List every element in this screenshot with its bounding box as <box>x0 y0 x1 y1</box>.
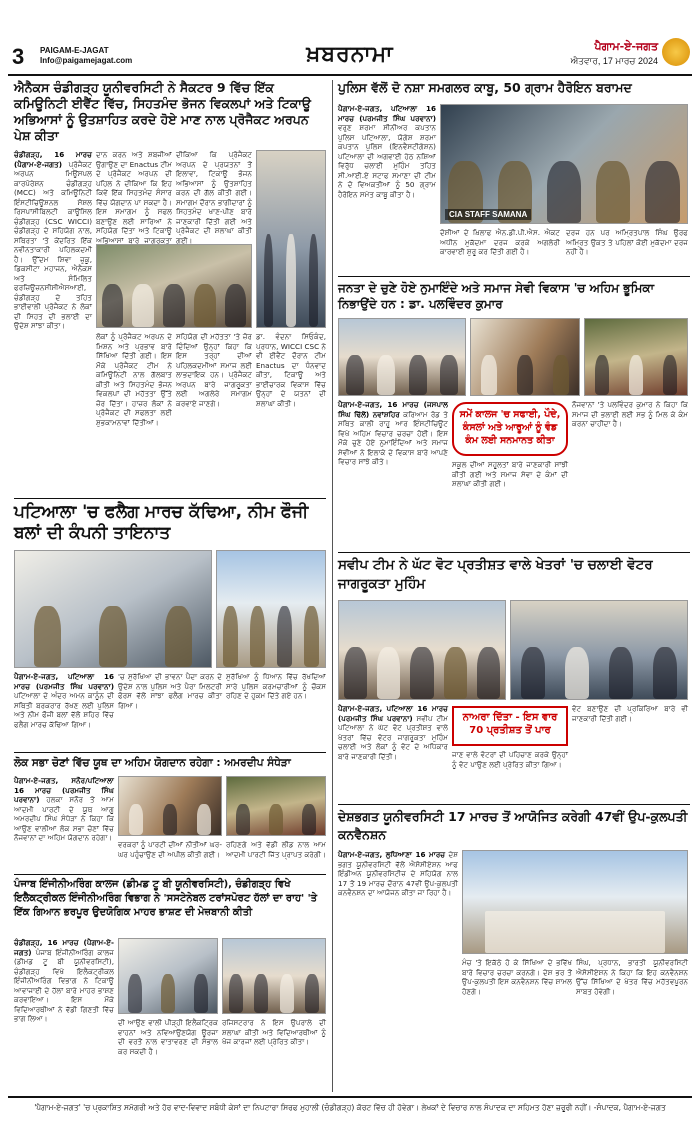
article5-column-1 <box>14 776 114 870</box>
article5-photo-meeting <box>118 776 222 836</box>
article6-column-1 <box>338 704 448 800</box>
divider-article3 <box>338 276 690 277</box>
article3-photo-ceremony <box>470 318 580 396</box>
publication-email[interactable]: Info@paigamejagat.com <box>40 56 133 65</box>
article4-body3: ਸੁਰੱਖਿਆ ਨੂੰ ਧਿਆਨ ਵਿੱਚ ਰੱਖਦਿਆਂ ਸਾਰੇ ਪੁਲਿਸ ਕਰਮਚਾਰੀਆਂ ਨੂੰ ਚੌਕਸ ਰਹਿਣ ਦੇ ਹੁਕਮ ਦਿੱਤੇ ਗਏ ਹਨ। <box>226 672 326 700</box>
publication-name: PAIGAM-E-JAGAT <box>40 46 109 55</box>
article8-dateline: ਪੈਗਾਮ-ਏ-ਜਗਤ, ਲੁਧਿਆਣਾ 16 ਮਾਰਚ <box>338 850 446 859</box>
article4-body2: 'ਚ ਸੁਰੱਖਿਆ ਦੀ ਭਾਵਨਾ ਪੈਦਾ ਕਰਨ ਦੇ ਉਦੇਸ਼ ਨਾਲ ਪੁਲਿਸ ਅਤੇ ਪੈਰਾ ਮਿਲਟਰੀ ਫੋਰਸ ਵੱਲੋਂ ਸਾਂਝਾ ਫਲੈਗ ਮਾਰਚ ਕੀਤਾ ਗਿਆ। <box>118 672 222 710</box>
article1-body2: ਦਾਨ ਕਰਨ ਅਤੇ ਸ਼ਬਜੀਆਂ ਉਗਾਉਣ ਦਾ Enactus ਟੀਮ ਦੇ ਪ੍ਰੋਜੈਕਟ ਅਰਪਨ ਦੀ ਪਹਿਲ ਨੇ ਦੀਕਿਆ ਕਿ ਇਹ ਕਿਵੇਂ ਇੱਕ ਸਿਹਤਮੰਦ ਸੰਸਾਰ ਵਿੱਚ ਯੋਗਦਾਨ ਪਾ ਸਕਦਾ ਹੈ। ਇਸ ਸਮਾਗਮ ਨੂੰ ਸਫਲ ਬਣਾਉਣ ਲਈ ਸਾਰਿਆਂ ਨੇ ਸਹਿਯੋਗ ਦਿੱਤਾ ਅਤੇ ਟਿਕਾਊ ਅਭਿਆਸਾਂ ਬਾਰੇ ਜਾਗਰੂਕਤਾ <box>96 150 172 245</box>
section-title: ਖ਼ਬਰਨਾਮਾ <box>306 42 394 67</box>
article7-body2: ਦੀ ਆਉਣ ਵਾਲੀ ਪੀੜ੍ਹੀ ਇਲੈਕਟ੍ਰਿਕ ਵਾਹਨਾਂ ਅਤੇ ਨਵਿਆਉਣਯੋਗ ਊਰਜਾ ਦੀ ਵਰਤੋਂ ਨਾਲ ਵਾਤਾਵਰਣ ਦੀ ਸੰਭਾਲ ਕਰ ਸਕਦੀ ਹੈ। <box>118 1018 218 1056</box>
article1-body4: ਲੋਕਾਂ ਨੂੰ ਪ੍ਰੋਜੈਕਟ ਅਰਪਨ ਦੇ ਮਿਸ਼ਨ ਅਤੇ ਪ੍ਰਭਾਵ ਬਾਰੇ ਸਿੱਖਿਆ ਦਿੱਤੀ ਗਈ। ਇਸ ਮੌਕੇ ਪ੍ਰੋਜੈਕਟ ਟੀਮ ਨੇ ਕਮਿਊਨਿਟੀ ਨਾਲ ਗੱਲਬਾਤ ਕੀਤੀ ਅਤੇ ਸਿਹਤਮੰਦ ਭੋਜਨ ਵਿਕਲਪਾਂ ਦੀ ਮਹੱਤਤਾ ਉੱਤੇ ਜ਼ੋਰ ਦਿੱਤਾ। ਹਾਜ਼ਰ ਲੋਕਾਂ ਨੇ ਪ੍ਰੋਜੈਕਟ ਦੀ ਸਫਲਤਾ ਲਈ ਸ਼ੁਭਕਾਮਨਾਵਾਂ ਦਿੱਤੀਆਂ। <box>96 332 172 427</box>
article7-photo-audience <box>222 938 326 1014</box>
article5-photo-bouquet <box>226 776 326 836</box>
article6-body3: ਵੋਟ ਬਣਾਉਣ ਦੀ ਪ੍ਰਕਿਰਿਆ ਬਾਰੇ ਵੀ ਜਾਣਕਾਰੀ ਦਿੱਤੀ ਗਈ। <box>572 704 688 723</box>
divider-article6 <box>338 552 690 553</box>
center-column-rule <box>332 80 333 1092</box>
article3-column-1 <box>338 400 448 548</box>
article5-body3: ਰਹਿਣਗੇ ਅਤੇ ਵੱਡੀ ਲੀਡ ਨਾਲ ਆਮ ਆਦਮੀ ਪਾਰਟੀ ਜਿੱਤ ਪ੍ਰਾਪਤ ਕਰੇਗੀ। <box>226 840 326 859</box>
article7-column-1 <box>14 938 114 1090</box>
article4-headline: ਪਟਿਆਲਾ 'ਚ ਫਲੈਗ ਮਾਰਚ ਕੱਢਿਆ, ਨੀਮ ਫੌਜੀ ਬਲਾਂ ਦੀ ਕੰਪਨੀ ਤਾਇਨਾਤ <box>14 502 309 543</box>
article1-body3: ਦੀਕਿਆ ਕਿ ਪ੍ਰੋਜੈਕਟ ਅਰਪਨ ਦੇ ਪ੍ਰਯਤਨਾਂ ਤੋਂ ਇਲਾਵਾ, ਟਿਕਾਊ ਭੋਜਨ ਅਭਿਆਸਾਂ ਨੂੰ ਉਤਸ਼ਾਹਿਤ ਕਰਨ ਦੀ ਗੱਲ ਕੀਤੀ ਗਈ। ਸਮਾਗਮ ਦੌਰਾਨ ਭਾਗੀਦਾਰਾਂ ਨੂੰ ਸਿਹਤਮੰਦ ਖਾਣ-ਪੀਣ ਬਾਰੇ ਜਾਣਕਾਰੀ ਦਿੱਤੀ ਗਈ ਅਤੇ ਪ੍ਰੋਜੈਕਟ ਦੀ ਸ਼ਲਾਘਾ ਕੀਤੀ ਗਈ। <box>176 150 252 245</box>
article4-photo-march <box>216 550 326 668</box>
torch-emblem-icon <box>662 38 690 66</box>
article8-body3: ਸਿੰਘ, ਪ੍ਰਧਾਨ, ਭਾਰਤੀ ਯੂਨੀਵਰਸਿਟੀ ਐਸੋਸੀਏਸ਼ਨ ਨੇ ਕਿਹਾ ਕਿ ਇਹ ਕਨਵੈਨਸ਼ਨ ਉੱਚ ਸਿੱਖਿਆ ਦੇ ਖੇਤਰ ਵਿੱਚ ਮਹੱਤਵਪੂਰਨ ਸਾਬਤ ਹੋਵੇਗੀ। <box>576 958 688 996</box>
footer-disclaimer: 'ਪੈਗਾਮ-ਏ-ਜਗਤ' 'ਚ ਪ੍ਰਕਾਸ਼ਿਤ ਸਮੱਗਰੀ ਅਤੇ ਹੋਰ ਵਾਦ-ਵਿਵਾਦ ਸਬੰਧੀ ਕੇਸਾਂ ਦਾ ਨਿਪਟਾਰਾ ਸਿਰਫ ਮੁਹਾਲੀ (ਚੰਡੀਗੜ੍ਹ) ਕੋਰਟ ਵਿੱਚ ਹੀ ਹੋਵੇਗਾ। ਲੇਖਕਾਂ ਦੇ ਵਿਚਾਰ ਨਾਲ ਸੰਪਾਦਕ ਦਾ ਸਹਿਮਤ ਹੋਣਾ ਜ਼ਰੂਰੀ ਨਹੀਂ। -ਸੰਪਾਦਕ, ਪੈਗਾਮ-ਏ-ਜਗਤ <box>8 1096 692 1118</box>
article1-photo-volunteers <box>256 150 326 328</box>
article1-body5: ਸਹਿਯੋਗ ਦੀ ਮਹੱਤਤਾ 'ਤੇ ਜ਼ੋਰ ਦਿੰਦਿਆਂ ਉਨ੍ਹਾਂ ਕਿਹਾ ਕਿ ਇਸ ਤਰ੍ਹਾਂ ਦੀਆਂ ਪਹਿਲਕਦਮੀਆਂ ਸਮਾਜ ਲਈ ਲਾਭਦਾਇਕ ਹਨ। ਪ੍ਰੋਜੈਕਟ ਅਰਪਨ ਬਾਰੇ ਜਾਗਰੂਕਤਾ ਲਈ ਅਗਲੇਰੇ ਸਮਾਗਮ ਕਰਵਾਏ ਜਾਣਗੇ। <box>176 332 252 408</box>
article3-headline: ਜਨਤਾ ਦੇ ਚੁਣੇ ਹੋਏ ਨੁਮਾਇੰਦੇ ਅਤੇ ਸਮਾਜ ਸੇਵੀ ਵਿਕਾਸ 'ਚ ਅਹਿਮ ਭੂਮਿਕਾ ਨਿਭਾਉਂਦੇ ਹਨ : ਡਾ. ਪਲਵਿੰਦਰ ਕੁਮਾਰ <box>338 281 654 311</box>
article8-body1: ਦੇਸ਼ ਭਗਤ ਯੂਨੀਵਰਸਿਟੀ ਵੱਲੋਂ ਐਸੋਸੀਏਸ਼ਨ ਆਫ ਇੰਡੀਅਨ ਯੂਨੀਵਰਸਿਟੀਜ਼ ਦੇ ਸਹਿਯੋਗ ਨਾਲ 17 ਤੋਂ 19 ਮਾਰਚ ਦੌਰਾਨ 47ਵੀਂ ਉਪ-ਕੁਲਪਤੀ ਕਨਵੈਨਸ਼ਨ ਦਾ ਆਯੋਜਨ ਕੀਤਾ ਜਾ ਰਿਹਾ ਹੈ। <box>338 850 458 897</box>
article6-body2: ਜਾਣ ਵਾਲੇ ਵੋਟਰਾਂ ਦੀ ਪਹਿਚਾਣ ਕਰਕੇ ਉਨ੍ਹਾਂ ਨੂੰ ਵੋਟ ਪਾਉਣ ਲਈ ਪ੍ਰੇਰਿਤ ਕੀਤਾ ਗਿਆ। <box>452 750 568 769</box>
article6-body1: ਸਵੀਪ ਟੀਮ ਪਟਿਆਲਾ ਨੇ ਘੱਟ ਵੋਟ ਪ੍ਰਤੀਸ਼ਤ ਵਾਲੇ ਖੇਤਰਾਂ ਵਿੱਚ ਵੋਟਰ ਜਾਗਰੂਕਤਾ ਮੁਹਿੰਮ ਚਲਾਈ ਅਤੇ ਲੋਕਾਂ ਨੂੰ ਵੋਟ ਦੇ ਅਧਿਕਾਰ ਬਾਰੇ ਜਾਣਕਾਰੀ ਦਿੱਤੀ। <box>338 713 448 761</box>
article2-body3: ਦਰਜ ਹਨ ਪਰ ਅਮ੍ਰਿਤਪਾਲ ਸਿੰਘ ਉਰਫ ਅਮ੍ਰਿਤ ਉਕਤ ਤੇ ਪਹਿਲਾਂ ਕੋਈ ਮੁਕੱਦਮਾ ਦਰਜ ਨਹੀਂ ਹੈ। <box>566 228 688 256</box>
article2-body2: ਦੋਸ਼ੀਆਂ ਦੇ ਖ਼ਿਲਾਫ ਐਨ.ਡੀ.ਪੀ.ਐਸ. ਐਕਟ ਅਧੀਨ ਮੁਕੱਦਮਾ ਦਰਜ ਕਰਕੇ ਅਗਲੇਰੀ ਕਾਰਵਾਈ ਸ਼ੁਰੂ ਕਰ ਦਿੱਤੀ ਗਈ ਹੈ। <box>440 228 560 256</box>
article1-body1: ਪ੍ਰੋਜੈਕਟ ਅਰਪਨ ਮਿਊਂਸਪਲ ਕਾਰਪੋਰੇਸ਼ਨ ਚੰਡੀਗੜ੍ਹ (MCC) ਅਤੇ ਕਮਿਊਨਿਟੀ ਇੰਸਟੀਚਿਊਸ਼ਨਲ ਸੋਸ਼ਲ ਰਿਸਪਾਂਸੀਬਿਲਟੀ ਕਾਊਂਸਿਲ ਚੰਡੀਗੜ੍ਹ (CSC WICCI) ਚੰਡੀਗੜ੍ਹ ਦੇ ਸਹਿਯੋਗ ਨਾਲ, ਸਥਿਰਤਾ 'ਤੇ ਕੇਂਦਰਿਤ ਇੱਕ ਨਵੀਨਤਾਕਾਰੀ ਪਹਿਲਕਦਮੀ ਹੈ। ਉੱਦਮ ਸ਼ਿਵਾ ਜ਼ੁਕੂ, ਡਿਕਸੀਟਾ ਮਹਾਜਨ, ਐਨੈਕਸ ਅਤੇ ਸੰਮਿਲਿਤ ਫਰਜ਼ਿਊਜ਼ਨਸੀਸੀਐਸਆਈ, ਚੰਡੀਗੜ੍ਹ ਦੇ ਤਹਿਤ ਭਾਈਵਾਲੀ ਪ੍ਰੋਜੈਕਟ ਨੇ ਲੋਕਾਂ ਦੀ ਸਿਹਤ ਦੀ ਭਲਾਈ ਦਾ ਉਦੇਸ਼ ਸਾਂਝਾ ਕੀਤਾ। <box>14 159 92 330</box>
divider-article8 <box>338 804 690 805</box>
article2-photo-label: CIA STAFF SAMANA <box>445 209 531 220</box>
article2-headline: ਪੁਲਿਸ ਵੱਲੋਂ ਦੋ ਨਸ਼ਾ ਸਮਗਲਰ ਕਾਬੂ, 50 ਗ੍ਰਾਮ ਹੈਰੋਇਨ ਬਰਾਮਦ <box>338 80 632 95</box>
article5-dateline: ਪੈਗਾਮ-ਏ-ਜਗਤ, ਸਨੌਰ/ਪਟਿਆਲਾ 16 ਮਾਰਚ (ਪਰਮਜੀਤ ਸਿੰਘ ਪਰਵਾਨਾ) <box>14 776 114 804</box>
article6-dateline: ਪੈਗਾਮ-ਏ-ਜਗਤ, ਪਟਿਆਲਾ 16 ਮਾਰਚ (ਪਰਮਜੀਤ ਸਿੰਘ ਪਰਵਾਨਾ) <box>338 704 448 723</box>
article6-slogan-box: ਨਾਅਰਾ ਦਿੱਤਾ - ਇਸ ਵਾਰ 70 ਪ੍ਰਤੀਸ਼ਤ ਤੋਂ ਪਾਰ <box>452 706 568 746</box>
article1-dateline: ਚੰਡੀਗੜ੍ਹ, 16 ਮਾਰਚ (ਪੈਗਾਮ-ਏ-ਜਗਤ) <box>14 150 92 169</box>
masthead-divider <box>8 74 692 76</box>
article8-photo-university <box>462 850 688 954</box>
article1-body6: ਡਾ. ਵੰਦਨਾ ਸਿਓਕੰਦ, ਪ੍ਰਧਾਨ, WICCI CSC ਨੇ ਵੀ ਈਵੈਂਟ ਦੌਰਾਨ ਟੀਮ Enactus ਦਾ ਧੰਨਵਾਦ ਕੀਤਾ, ਟਿਕਾਊ ਅਤੇ ਭਾਈਚਾਰਕ ਵਿਕਾਸ ਵਿੱਚ ਉਨ੍ਹਾਂ ਦੇ ਯਤਨਾਂ ਦੀ ਸ਼ਲਾਘਾ ਕੀਤੀ। <box>256 332 326 408</box>
article7-dateline: ਚੰਡੀਗੜ੍ਹ, 16 ਮਾਰਚ (ਪੈਗਾਮ-ਏ-ਜਗਤ) <box>14 938 114 957</box>
article3-photo-guests <box>584 318 688 396</box>
article8-headline: ਦੇਸ਼ਭਗਤ ਯੂਨੀਵਰਸਿਟੀ 17 ਮਾਰਚ ਤੋਂ ਆਯੋਜਿਤ ਕਰੇਗੀ 47ਵੀਂ ਉਪ-ਕੁਲਪਤੀ ਕਨਵੈਨਸ਼ਨ <box>338 809 688 842</box>
article3-photo-students <box>338 318 466 396</box>
article2-body1: ਵਰੁਣ ਸ਼ਰਮਾ ਸੀਨੀਅਰ ਕਪਤਾਨ ਪੁਲਿਸ ਪਟਿਆਲਾ, ਯੋਗੇਸ਼ ਸ਼ਰਮਾ ਕਪਤਾਨ ਪੁਲਿਸ (ਇਨਵੈਸਟੀਗੇਸ਼ਨ) ਪਟਿਆਲਾ ਦੀ ਅਗਵਾਈ ਹੇਠ ਨਸ਼ਿਆਂ ਵਿਰੁੱਧ ਚਲਾਈ ਮੁਹਿੰਮ ਤਹਿਤ ਸੀ.ਆਈ.ਏ ਸਟਾਫ ਸਮਾਣਾ ਦੀ ਟੀਮ ਨੇ ਦੋ ਵਿਅਕਤੀਆਂ ਨੂੰ 50 ਗ੍ਰਾਮ ਹੈਰੋਇਨ ਸਮੇਤ ਕਾਬੂ ਕੀਤਾ ਹੈ। <box>338 123 436 199</box>
article7-body3: ਰਜਿਸਟਰਾਰ ਨੇ ਇਸ ਉਪਰਾਲੇ ਦੀ ਸ਼ਲਾਘਾ ਕੀਤੀ ਅਤੇ ਵਿਦਿਆਰਥੀਆਂ ਨੂੰ ਖੋਜ ਕਾਰਜਾਂ ਲਈ ਪ੍ਰੇਰਿਤ ਕੀਤਾ। <box>222 1018 326 1046</box>
masthead <box>0 0 700 72</box>
article7-headline: ਪੰਜਾਬ ਇੰਜੀਨੀਅਰਿੰਗ ਕਾਲਜ (ਡੀਮਡ ਟੂ ਬੀ ਯੂਨੀਵਰਸਿਟੀ), ਚੰਡੀਗੜ੍ਹ ਵਿਖੇ ਇਲੈਕਟ੍ਰੀਕਲ ਇੰਜੀਨੀਅਰਿੰਗ ਵਿਭਾਗ ਨੇ 'ਸਸਟੇਨੇਬਲ ਟਰਾਂਸਪੋਰਟ ਹੱਲਾਂ ਦਾ ਰਾਹ' 'ਤੇ ਇੱਕ ਗਿਆਨ ਭਰਪੂਰ ਉਦਯੋਗਿਕ ਮਾਹਰ ਭਾਸ਼ਣ ਦੀ ਮੇਜ਼ਬਾਨੀ ਕੀਤੀ <box>14 879 318 918</box>
article3-body1: ਕਰਿਆਮ ਰੋਡ ਤੇ ਸਥਿਤ ਕਾਲੀ ਰਾਹੂ ਆਰ ਇੰਸਟੀਚਿਊਟ ਵਿਖੇ ਅਹਿਮ ਵਿਚਾਰ ਚਰਚਾ ਹੋਈ। ਇਸ ਮੌਕੇ ਚੁਣੇ ਹੋਏ ਨੁਮਾਇੰਦਿਆਂ ਅਤੇ ਸਮਾਜ ਸੇਵੀਆਂ ਨੇ ਇਲਾਕੇ ਦੇ ਵਿਕਾਸ ਬਾਰੇ ਆਪਣੇ ਵਿਚਾਰ ਸਾਂਝੇ ਕੀਤੇ। <box>338 409 448 466</box>
divider-article4 <box>14 498 326 499</box>
article3-body3: ਨੌਜਵਾਨਾਂ 'ਤੇ ਪਲਵਿੰਦਰ ਕੁਮਾਰ ਨੇ ਕਿਹਾ ਕਿ ਸਮਾਜ ਦੀ ਭਲਾਈ ਲਈ ਸਭ ਨੂੰ ਮਿਲ ਕੇ ਕੰਮ ਕਰਨਾ ਚਾਹੀਦਾ ਹੈ। <box>572 400 688 428</box>
article4-dateline: ਪੈਗਾਮ-ਏ-ਜਗਤ, ਪਟਿਆਲਾ 16 ਮਾਰਚ (ਪਰਮਜੀਤ ਸਿੰਘ ਪਰਵਾਨਾ) <box>14 672 114 691</box>
article8-body2: ਮੰਚ 'ਤੇ ਇਕੱਠੇ ਹੋ ਕੇ ਸਿੱਖਿਆ ਦੇ ਭਵਿੱਖ ਬਾਰੇ ਵਿਚਾਰ ਚਰਚਾ ਕਰਨਗੇ। ਦੇਸ਼ ਭਰ ਤੋਂ ਉਪ-ਕੁਲਪਤੀ ਇਸ ਕਨਵੈਨਸ਼ਨ ਵਿੱਚ ਸ਼ਾਮਲ ਹੋਣਗੇ। <box>462 958 572 996</box>
article6-headline: ਸਵੀਪ ਟੀਮ ਨੇ ਘੱਟ ਵੋਟ ਪ੍ਰਤੀਸ਼ਤ ਵਾਲੇ ਖੇਤਰਾਂ 'ਚ ਚਲਾਈ ਵੋਟਰ ਜਾਗਰੂਕਤਾ ਮੁਹਿੰਮ <box>338 557 653 592</box>
article3-body2: ਸਕੂਲ ਦੀਆਂ ਸਹੂਲਤਾਂ ਬਾਰੇ ਜਾਣਕਾਰੀ ਸਾਂਝੀ ਕੀਤੀ ਗਈ ਅਤੇ ਸਮਾਜ ਸੇਵਾ ਦੇ ਕੰਮਾਂ ਦੀ ਸ਼ਲਾਘਾ ਕੀਤੀ ਗਈ। <box>452 460 568 488</box>
article6-photo-awareness <box>510 600 688 700</box>
article6-photo-sweep-team <box>338 600 506 700</box>
article2-photo-police <box>440 104 688 224</box>
article5-body2: ਵਰਕਰਾਂ ਨੂੰ ਪਾਰਟੀ ਦੀਆਂ ਨੀਤੀਆਂ ਘਰ-ਘਰ ਪਹੁੰਚਾਉਣ ਦੀ ਅਪੀਲ ਕੀਤੀ ਗਈ। <box>118 840 222 859</box>
article2-column-1 <box>338 104 436 224</box>
article4-body1: ਪਟਿਆਲਾ ਦੇ ਅੰਦਰ ਅਮਨ ਕਾਨੂੰਨ ਦੀ ਸਥਿਤੀ ਬਰਕਰਾਰ ਰੱਖਣ ਲਈ ਪੁਲਿਸ ਅਤੇ ਨੀਮ ਫੌਜੀ ਬਲਾਂ ਵੱਲੋਂ ਸ਼ਹਿਰ ਵਿੱਚ ਫਲੈਗ ਮਾਰਚ ਕੱਢਿਆ ਗਿਆ। <box>14 691 114 729</box>
article5-body1: ਹਲਕਾ ਸਨੌਰ ਤੋਂ ਆਮ ਆਦਮੀ ਪਾਰਟੀ ਦੇ ਯੂਥ ਆਗੂ ਅਮਰਦੀਪ ਸਿੰਘ ਸੰਧੇੜਾ ਨੇ ਕਿਹਾ ਕਿ ਆਉਣ ਵਾਲੀਆਂ ਲੋਕ ਸਭਾ ਚੋਣਾਂ ਵਿੱਚ ਨੌਜਵਾਨਾਂ ਦਾ ਅਹਿਮ ਯੋਗਦਾਨ ਰਹੇਗਾ। <box>14 795 114 842</box>
article5-headline: ਲੋਕ ਸਭਾ ਚੋਣਾਂ ਵਿੱਚ ਯੂਥ ਦਾ ਅਹਿਮ ਯੋਗਦਾਨ ਰਹੇਗਾ : ਅਮਰਦੀਪ ਸੰਧੇੜਾ <box>14 757 291 769</box>
article7-body1: ਪੰਜਾਬ ਇੰਜੀਨੀਅਰਿੰਗ ਕਾਲਜ (ਡੀਮਡ ਟੂ ਬੀ ਯੂਨੀਵਰਸਿਟੀ), ਚੰਡੀਗੜ੍ਹ ਵਿਖੇ ਇਲੈਕਟ੍ਰੀਕਲ ਇੰਜੀਨੀਅਰਿੰਗ ਵਿਭਾਗ ਨੇ ਟਿਕਾਊ ਆਵਾਜਾਈ ਦੇ ਹੱਲਾਂ ਬਾਰੇ ਮਾਹਰ ਭਾਸ਼ਣ ਕਰਵਾਇਆ। ਇਸ ਮੌਕੇ ਵਿਦਿਆਰਥੀਆਂ ਨੇ ਵੱਡੀ ਗਿਣਤੀ ਵਿੱਚ ਭਾਗ ਲਿਆ। <box>14 947 114 1023</box>
page-number: 3 <box>12 44 25 69</box>
article1-photo-group <box>96 244 252 328</box>
article4-column-1 <box>14 672 114 748</box>
article2-dateline: ਪੈਗਾਮ-ਏ-ਜਗਤ, ਪਟਿਆਲਾ 16 ਮਾਰਚ (ਪਰਮਜੀਤ ਸਿੰਘ ਪਰਵਾਨਾ) <box>338 104 436 123</box>
article1-headline: ਐਨੈਕਸ ਚੰਡੀਗੜ੍ਹ ਯੂਨੀਵਰਸਿਟੀ ਨੇ ਸੈਕਟਰ 9 ਵਿੱਚ ਇੱਕ ਕਮਿਊਨਿਟੀ ਈਵੈਂਟ ਵਿੱਚ, ਸਿਹਤਮੰਦ ਭੋਜਨ ਵਿਕਲਪਾਂ ਅਤੇ ਟਿਕਾਊ ਅਭਿਆਸਾਂ ਨੂੰ ਉਤਸ਼ਾਹਿਤ ਕਰਦੇ ਹੋਏ ਮਾਣ ਨਾਲ ਪ੍ਰੋਜੈਕਟ ਅਰਪਨ ਪੇਸ਼ ਕੀਤਾ <box>14 80 311 143</box>
article7-photo-lecture <box>118 938 218 1014</box>
issue-date: ਐਤਵਾਰ, 17 ਮਾਰਚ 2024 <box>570 56 658 66</box>
divider-article5 <box>14 752 326 753</box>
article1-column-1 <box>14 150 92 494</box>
divider-article7 <box>14 874 326 875</box>
article3-dateline: ਪੈਗਾਮ-ਏ-ਜਗਤ, 16 ਮਾਰਚ (ਜਸਪਾਲ ਸਿੰਘ ਢਿੱਲੋਂ) ਨਵਾਂਸ਼ਹਿਰ <box>338 400 448 419</box>
publication-logo-text: ਪੈਗਾਮ-ਏ-ਜਗਤ <box>594 40 658 53</box>
article4-photo-officers <box>14 550 212 668</box>
article3-quote-box: ਸਮੇਂ ਕਾਲਜ 'ਚ ਸਫਾਈ, ਪੌਦੇ, ਕੰਸਲਾਂ ਅਤੇ ਆਰੂਆਂ ਨੂੰ ਵੰਡ ਕੰਮ ਲਈ ਸਨਮਾਨਤ ਕੀਤਾ <box>452 402 568 456</box>
article8-column-1 <box>338 850 458 1090</box>
